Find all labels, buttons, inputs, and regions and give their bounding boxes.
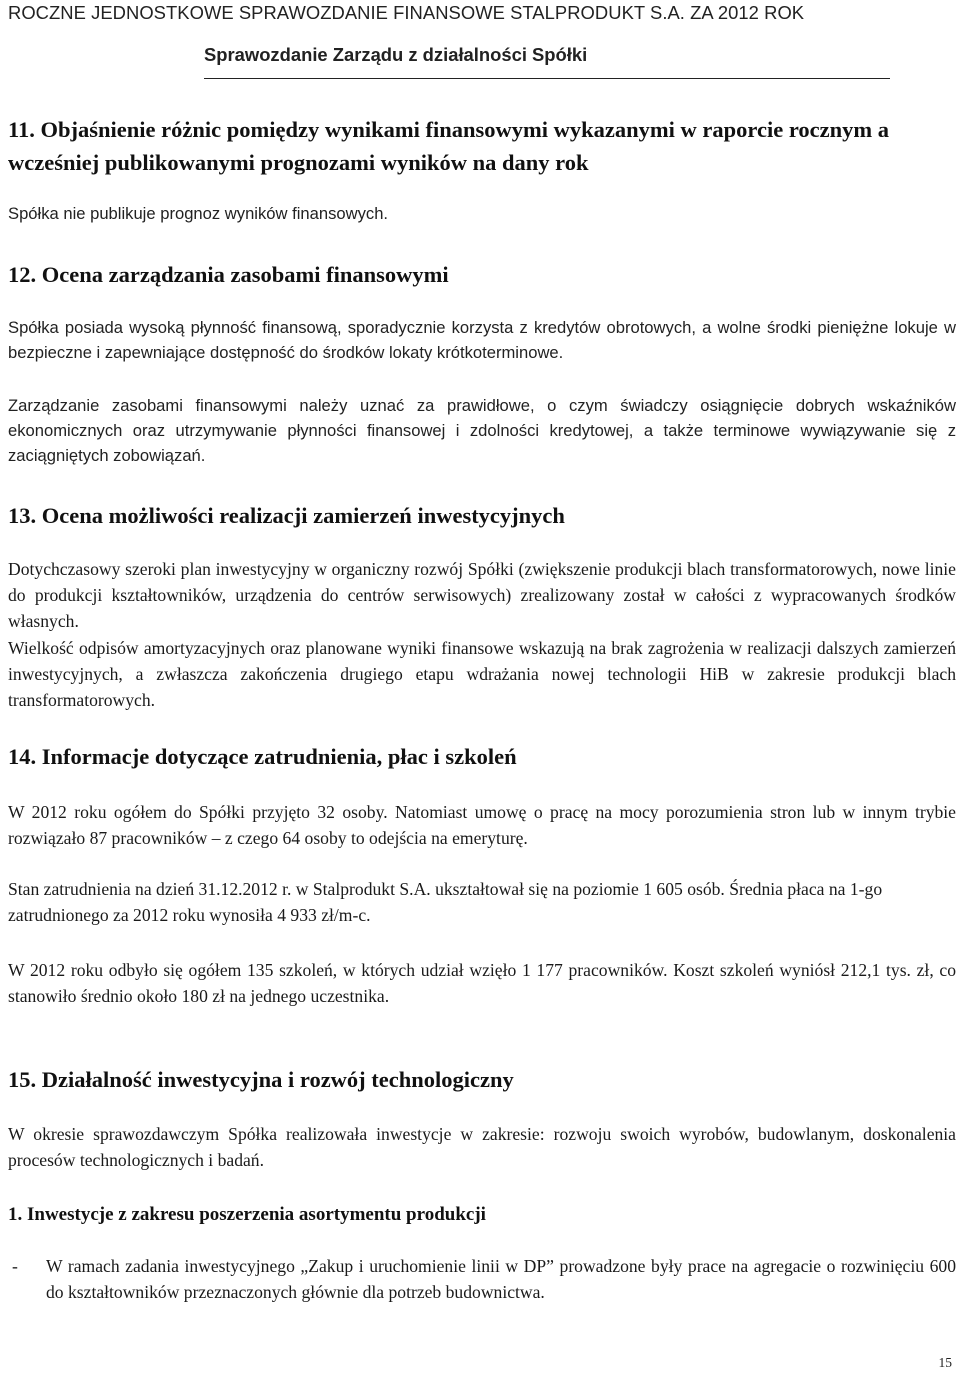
running-header-subtitle: Sprawozdanie Zarządu z działalności Spółki [204,44,588,65]
section-14-paragraph-1: W 2012 roku ogółem do Spółki przyjęto 32 osoby. Natomiast umowę o pracę na mocy porozumienia stron lub w innym trybie rozwiązało 87 pracowników – z czego 64 osoby to odejścia na emeryturę. [8,802,956,848]
section-15-paragraph: W okresie sprawozdawczym Spółka realizowała inwestycje w zakresie: rozwoju swoich wyrobów, budowlanym, doskonalenia procesów technologicznych i badań. [8,1124,956,1170]
section-13-paragraph-2: Wielkość odpisów amortyzacyjnych oraz planowane wyniki finansowe wskazują na brak zagrożenia w realizacji dalszych zamierzeń inwestycyjnych, a zwłaszcza zakończenia drugiego etapu wdrażania nowej technologii HiB w zakresie produkcji blach transformatorowych. [8,638,956,710]
bullet-text: W ramach zadania inwestycyjnego „Zakup i uruchomienie linii w DP” prowadzone były prace na agregacie o rozwinięciu 600 do kształtowników przeznaczonych głównie dla potrzeb budownictwa. [46,1256,956,1302]
header-rule [204,78,890,79]
page-number: 15 [938,1355,952,1370]
section-11-heading: 11. Objaśnienie różnic pomiędzy wynikami finansowymi wykazanymi w raporcie rocznym a wcześniej publikowanymi prognozami wyników na dany rok [8,117,890,175]
section-12-paragraph-1: Spółka posiada wysoką płynność finansową, sporadycznie korzysta z kredytów obrotowych, a wolne środki pieniężne lokuje w bezpieczne i zapewniające dostępność do środków lokaty krótkoterminowe. [8,318,956,362]
running-header-title: ROCZNE JEDNOSTKOWE SPRAWOZDANIE FINANSOWE STALPRODUKT S.A. ZA 2012 ROK [8,2,805,23]
section-12-heading: 12. Ocena zarządzania zasobami finansowymi [8,262,449,287]
section-11-paragraph: Spółka nie publikuje prognoz wyników finansowych. [8,204,389,223]
section-14-paragraph-2: Stan zatrudnienia na dzień 31.12.2012 r. w Stalprodukt S.A. ukształtował się na poziomie 1 605 osób. Średnia płaca na 1-go zatrudnionego za 2012 roku wynosiła 4 933 zł/m-c. [8,879,883,925]
section-12-paragraph-2: Zarządzanie zasobami finansowymi należy uznać za prawidłowe, o czym świadczy osiągnięcie dobrych wskaźników ekonomicznych oraz utrzymywanie płynności finansowej i zdolności kredytowej, a także terminowe wywiązywanie się z zaciągniętych zobowiązań. [8,396,956,465]
section-14-paragraph-3: W 2012 roku odbyło się ogółem 135 szkoleń, w których udział wzięło 1 177 pracowników. Koszt szkoleń wyniósł 212,1 tys. zł, co stanowiło średnio około 180 zł na jednego uczestnika. [8,960,956,1006]
section-15-heading: 15. Działalność inwestycyjna i rozwój technologiczny [8,1067,514,1092]
section-13-paragraph-1: Dotychczasowy szeroki plan inwestycyjny w organiczny rozwój Spółki (zwiększenie produkcji blach transformatorowych, nowe linie do produkcji kształtowników, urządzenia do centrów serwisowych) zrealizowany został w całości z wypracowanych środków własnych. [8,559,956,631]
subsection-1-heading: 1. Inwestycje z zakresu poszerzenia asortymentu produkcji [8,1204,486,1225]
section-14-heading: 14. Informacje dotyczące zatrudnienia, płac i szkoleń [8,744,517,769]
section-13-heading: 13. Ocena możliwości realizacji zamierzeń inwestycyjnych [8,503,565,528]
bullet-dash: - [12,1256,18,1276]
